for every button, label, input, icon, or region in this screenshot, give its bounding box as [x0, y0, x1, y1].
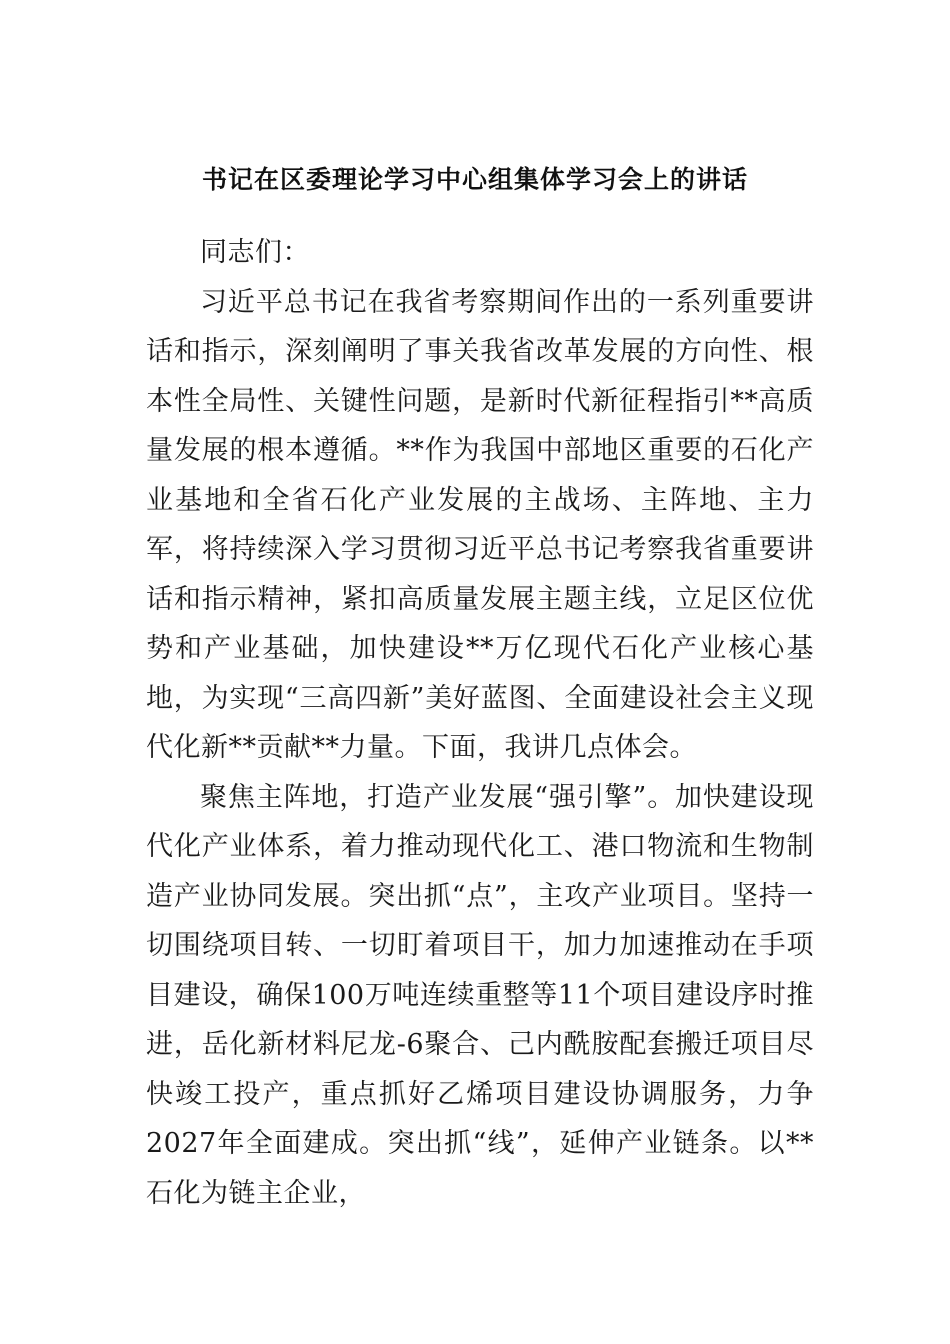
paragraph-main-position: 聚焦主阵地，打造产业发展“强引擎”。加快建设现代化产业体系，着力推动现代化工、港口物流和生物制造产业协同发展。突出抓“点”，主攻产业项目。坚持一切围绕项目转、一切盯着项目干，加力加速推动在手项目建设，确保100万吨连续重整等11个项目建设序时推进，岳化新材料尼龙-6聚合、己内酰胺配套搬迁项目尽快竣工投产，重点抓好乙烯项目建设协调服务，力争2027年全面建成。突出抓“线”，延伸产业链条。以**石化为链主企业，: [146, 781, 814, 1209]
paragraph-intro: 习近平总书记在我省考察期间作出的一系列重要讲话和指示，深刻阐明了事关我省改革发展的方向性、根本性全局性、关键性问题，是新时代新征程指引**高质量发展的根本遵循。**作为我国中部地区重要的石化产业基地和全省石化产业发展的主战场、主阵地、主力军，将持续深入学习贯彻习近平总书记考察我省重要讲话和指示精神，紧扣高质量发展主题主线，立足区位优势和产业基础，加快建设**万亿现代石化产业核心基地，为实现“三高四新”美好蓝图、全面建设社会主义现代化新**贡献**力量。下面，我讲几点体会。: [146, 286, 814, 763]
document-body: [146, 228, 814, 1218]
document-title: 书记在区委理论学习中心组集体学习会上的讲话: [201, 165, 748, 194]
salutation: 同志们：: [200, 237, 310, 268]
